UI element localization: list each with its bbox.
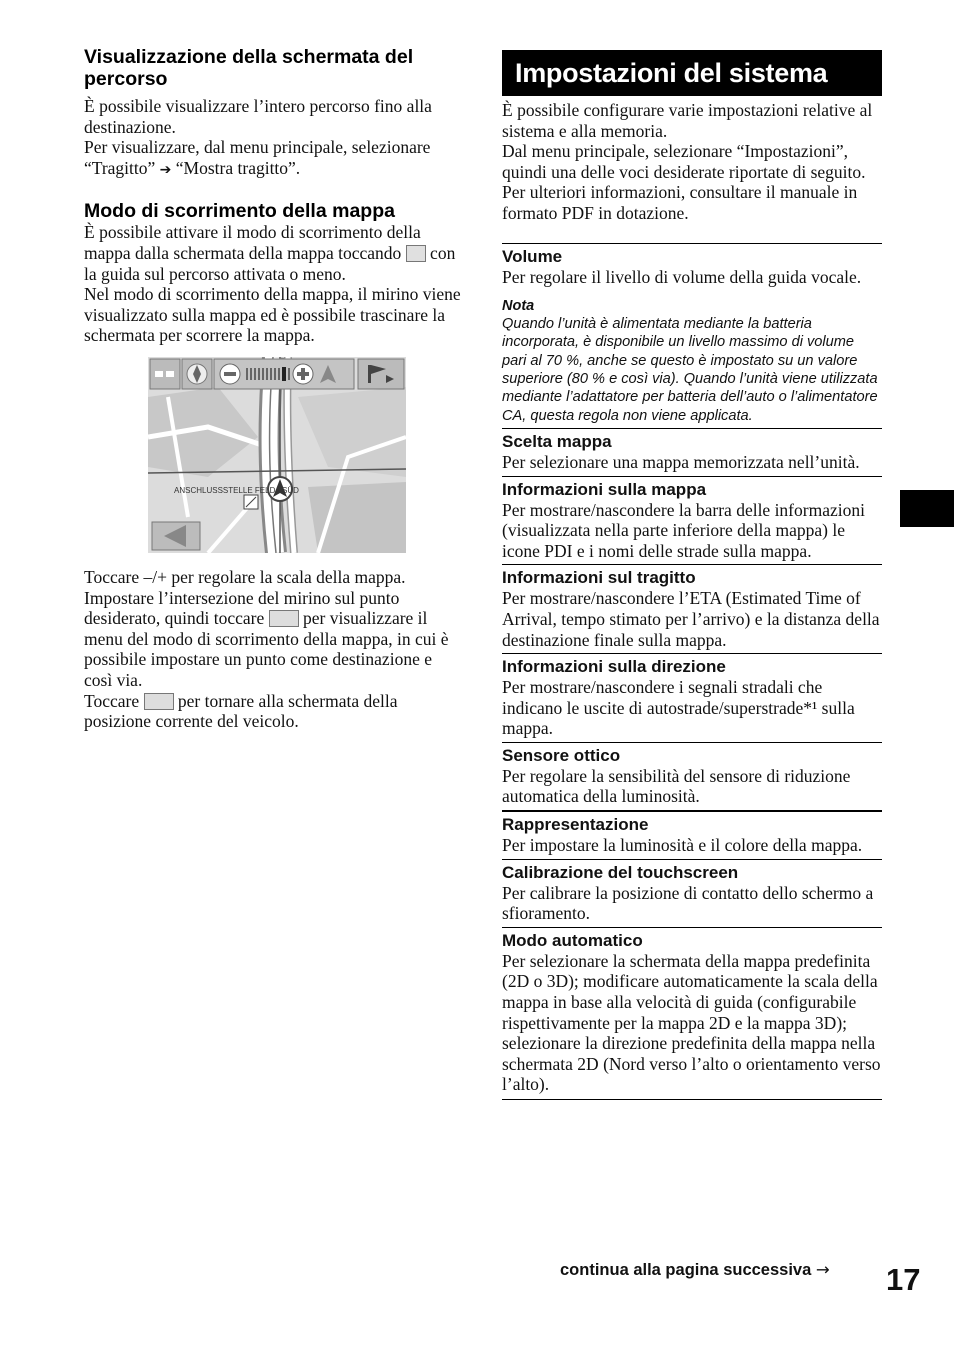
setting-text: Per selezionare la schermata della mappa predefinita (2D o 3D); modificare automaticamente la scala della mappa in base alla velocità di guida (configurabile rispettivamente per la mappa 2D e la mappa 3D); selezionare la direzione predefinita della mappa nella schermata 2D (Nord verso l’alto o orientamento verso l’alto). [502,950,881,1095]
setting-title: Informazioni sulla direzione [502,657,726,677]
scroll-mode-text-5: Toccare per tornare alla schermata della posizione corrente del veicolo. [84,690,398,732]
intro-block [502,100,882,224]
section-title-route-screen: Visualizzazione della schermata del percorso [84,46,414,90]
setting-title: Volume [502,246,563,266]
continue-note: continua alla pagina successiva → [560,1260,830,1279]
map-screenshot [148,357,406,553]
vehicle-position-icon [144,693,174,710]
setting-display [502,810,882,856]
scroll-mode-text-4: Impostare l’intersezione del mirino sul punto desiderato, quindi toccare per visualizzare il menu del modo di scorrimento della mappa, in cui è possibile impostare un punto come destinazione e così via. [84,587,449,690]
map-image [148,357,406,553]
setting-title: Modo automatico [502,930,643,950]
setting-touch-calibration [502,859,882,924]
setting-title: Calibrazione del touchscreen [502,862,739,882]
note-text: Quando l’unità è alimentata mediante la batteria incorporata, è disponibile un livello massimo di volume pari al 70 %, anche se questo è impostato su un valore superiore (80 % e così via). Quando l’unità viene utilizzata mediante l’adattatore per batteria dell’auto o l’alimentatore CA, questa regola non viene applicata. [502,316,878,424]
setting-route-info [502,564,882,650]
arrow-right-icon: → [815,1260,830,1279]
scroll-mode-text-1: È possibile attivare il modo di scorrimento della mappa dalla schermata della mappa toccando con la guida sul percorso attivata o meno. [84,222,456,284]
setting-title: Rappresentazione [502,815,649,835]
intro-text-1: È possibile configurare varie impostazioni relative al sistema e alla memoria. [502,100,873,141]
setting-volume [502,243,882,425]
setting-map-info [502,476,882,562]
route-screen-text-2: Per visualizzare, dal menu principale, selezionare “Tragitto” ➔ “Mostra tragitto”. [84,137,431,178]
setting-text: Per selezionare una mappa memorizzata nell’unità. [502,451,860,472]
route-screen-text-1: È possibile visualizzare l’intero percorso fino alla destinazione. [84,96,432,137]
left-column-lower [84,567,464,732]
setting-title: Scelta mappa [502,431,612,451]
intro-text-2: Dal menu principale, selezionare “Impostazioni”, quindi una delle voci desiderate riportate di seguito. [502,141,866,182]
flag-menu-icon [269,610,299,627]
setting-direction-info [502,653,882,739]
chapter-tab [900,490,954,527]
setting-text: Per regolare il livello di volume della guida vocale. [502,266,862,287]
arrow-icon: ➔ [159,161,172,178]
section-banner: Impostazioni del sistema [502,50,882,96]
page-number: 17 [886,1262,921,1297]
intro-text-3: Per ulteriori informazioni, consultare il manuale in formato PDF in dotazione. [502,182,858,223]
setting-text: Per impostare la luminosità e il colore della mappa. [502,835,863,856]
setting-title: Informazioni sulla mappa [502,479,707,499]
setting-text: Per mostrare/nascondere i segnali stradali che indicano le uscite di autostrade/superstrade*¹ sulla mappa. [502,677,855,739]
setting-auto-mode [502,927,882,1100]
note-title: Nota [502,298,535,315]
setting-text: Per mostrare/nascondere la barra delle informazioni (visualizzata nella parte inferiore della mappa) le icone PDI e i nomi delle strade sulla mappa. [502,499,865,561]
setting-map-choice [502,428,882,473]
map-street-label: ANSCHLUSSSTELLE FELD...SÜD [174,486,299,495]
setting-title: Informazioni sul tragitto [502,568,696,588]
setting-text: Per calibrare la posizione di contatto dello schermo a sfioramento. [502,882,874,924]
scroll-mode-text-2: Nel modo di scorrimento della mappa, il mirino viene visualizzato sulla mappa ed è possibile trascinare la schermata per scorrere la mappa. [84,284,461,346]
setting-light-sensor [502,742,882,807]
scroll-mode-text-3: Toccare –/+ per regolare la scala della mappa. [84,567,406,587]
setting-title: Sensore ottico [502,745,621,765]
setting-text: Per regolare la sensibilità del sensore di riduzione automatica della luminosità. [502,765,851,807]
scroll-mode-icon [406,245,426,262]
right-column [502,50,882,1100]
section-title-scroll-mode: Modo di scorrimento della mappa [84,200,395,223]
left-column [84,46,464,346]
setting-text: Per mostrare/nascondere l’ETA (Estimated Time of Arrival, tempo stimato per l’arrivo) e la distanza della destinazione finale sulla mappa. [502,588,880,650]
